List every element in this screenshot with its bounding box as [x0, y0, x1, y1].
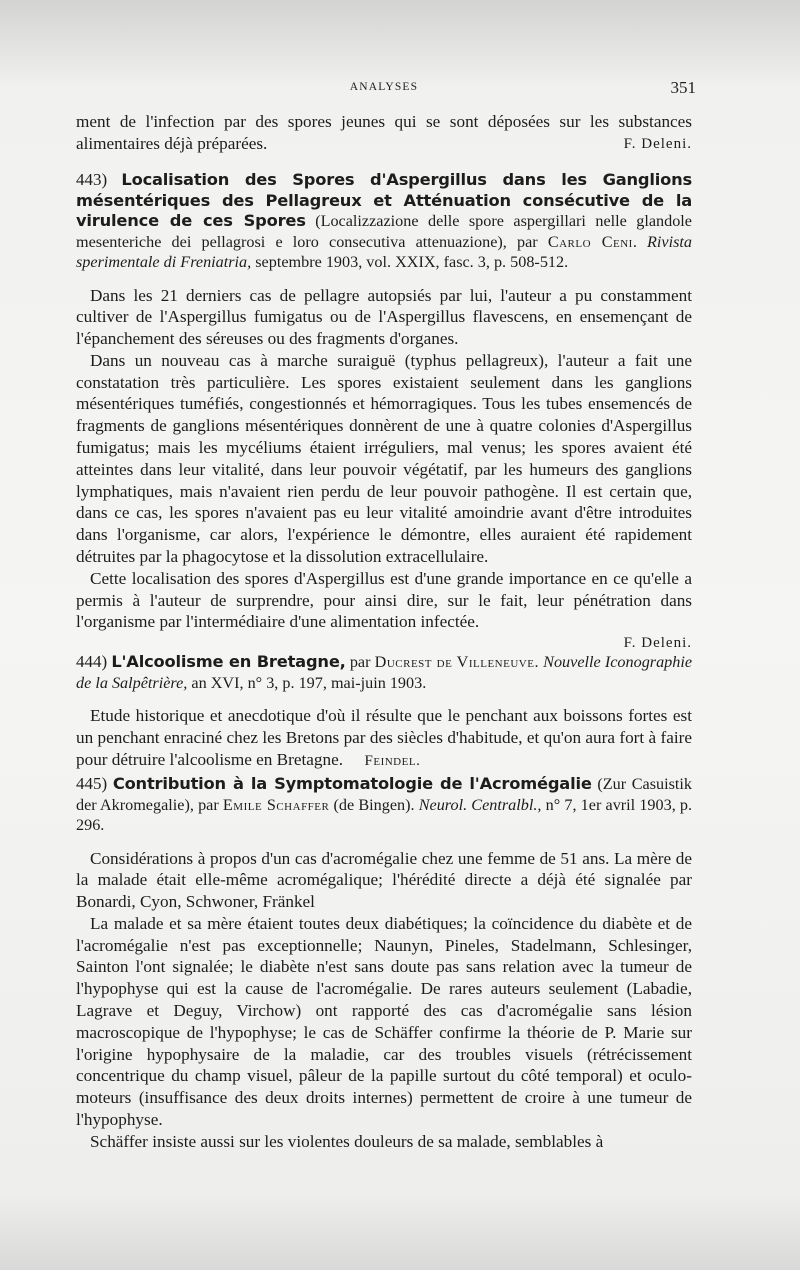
article-443-ref: septembre 1903, vol. XXIX, fasc. 3, p. 508-512. [255, 253, 569, 271]
article-443-author: Carlo Ceni [547, 232, 633, 251]
article-443-original-title: (Localizzazione delle spore aspergillari nelle glandole mesenteriche dei pellagrosi e loro consecutiva attenuazione), [76, 212, 692, 251]
article-443-signature: F. Deleni. [623, 635, 692, 652]
running-head: ANALYSES [349, 81, 419, 93]
article-443 [76, 170, 692, 654]
article-445-journal: Neurol. Centralbl., [418, 795, 542, 814]
article-445-heading [76, 774, 692, 836]
carry-over-signature: F. Deleni. [623, 135, 692, 152]
article-443-paragraph-2: Dans un nouveau cas à marche suraiguë (typhus pellagreux), l'auteur a fait une constatation très particulière. Les spores existaient seulement dans les ganglions mésentériques tuméfiés, congestionnés et hémorragiques. Tous les tubes ensemencés de fragments de ganglions mésentériques donnèrent de une à quatre colonies d'Aspergillus fumigatus; mais les mycéliums étaient irréguliers, mal venus; les spores avaient été atteintes dans leur vitalité, dans leur pouvoir végétatif, par les humeurs des ganglions lymphatiques, mais n'avaient rien perdu de leur pouvoir pathogène. Il est certain que, dans ce cas, les spores n'avaient pas eu leur vitalité amoindrie avant d'être introduites dans l'organisme, car alors, l'expérience le démontre, elles auraient été rapidement détruites par la phagocytose et la dissolution extracellulaire. [76, 350, 692, 567]
article-444-body [76, 705, 692, 772]
article-445-ref: n° 7, 1er avril 1903, p. 296. [76, 795, 693, 834]
article-444-signature: Feindel. [364, 752, 421, 769]
article-444-heading [76, 652, 692, 693]
article-445-original-title: (Zur Casuistik der Akromegalie), [76, 775, 693, 814]
article-445-paragraph-3: Schäffer insiste aussi sur les violentes douleurs de sa malade, semblables à [90, 1131, 604, 1151]
carry-over-text: ment de l'infection par des spores jeunes qui se sont déposées sur les substances alimentaires déjà préparées. [76, 112, 692, 153]
article-443-heading: 443) Localisation des Spores d'Aspergillus dans les Ganglions mésentériques des Pellagreux et Atténuation consécutive de la virulence de ces Spores (Localizzazione delle spore aspergillari nelle glandole mesenteriche dei pellagrosi e loro consecutiva attenuazione), par Carlo Ceni. Rivista sperimentale di Freniatria, septembre 1903, vol. XXIX, fasc. 3, p. 508-512. [76, 170, 693, 271]
article-445-paragraph-2: La malade et sa mère étaient toutes deux diabétiques; la coïncidence du diabète et de l'acromégalie n'est pas exceptionnelle; Naunyn, Pineles, Stadelmann, Schlesinger, Sainton l'ont signalée; le diabète n'est sans doute pas sans relation avec la tumeur de l'hypophyse qui est la cause de l'acromégalie. De rares auteurs seulement (Labadie, Lagrave et Deguy, Virchow) ont rapporté des cas d'acromégalie sans lésion macroscopique de l'hypophyse; le cas de Schäffer confirme la théorie de P. Marie sur l'origine hypophysaire de la maladie, car des troubles visuels (rétrécissement concentrique du champ visuel, pâleur de la papille surtout du côté temporal) et oculo-moteurs (insuffisance des deux droits internes) permettent de croire à une tumeur de l'hypophyse. [76, 913, 692, 1130]
article-445-number: 445) [76, 774, 108, 793]
article-445-paragraph-1: Considérations à propos d'un cas d'acromégalie chez une femme de 51 ans. La mère de la malade était elle-même acromégalique; l'hérédité directe a déjà été signalée par Bonardi, Cyon, Schwoner, Fränkel [76, 848, 692, 912]
article-443-by: par [516, 232, 538, 251]
article-444-body-text: Etude historique et anecdotique d'où il résulte que le penchant aux boissons fortes est un penchant enraciné chez les Bretons par des siècles d'habitude, et qu'on aura fort à faire pour détruire l'alcoolisme en Bretagne. [76, 706, 692, 769]
article-443-title: Localisation des Spores d'Aspergillus dans les Ganglions mésentériques des Pellagreux et Atténuation consécutive de la virulence de ces Spores [76, 170, 693, 230]
article-443-paragraph-3: Cette localisation des spores d'Aspergillus est d'une grande importance en ce qu'elle a permis à l'auteur de surprendre, pour ainsi dire, sur le fait, leur pénétration dans l'organisme par l'intermédiaire d'une alimentation infectée. [76, 568, 692, 632]
article-445 [76, 774, 692, 1153]
article-445-by: par [198, 795, 219, 814]
page-number: 351 [670, 78, 696, 97]
article-444-title: L'Alcoolisme en Bretagne, [111, 652, 346, 671]
article-444-journal: Nouvelle Iconographie de la Salpêtrière, [76, 653, 693, 692]
article-444-ref: an XVI, n° 3, p. 197, mai-juin 1903. [191, 673, 427, 692]
article-444-by: par [349, 653, 371, 671]
article-444-number: 444) [76, 652, 108, 671]
article-444-author: Ducrest de Villeneuve. [374, 653, 539, 671]
carry-over-section [76, 111, 692, 155]
page-header [76, 78, 696, 98]
article-445-author: Emile Schaffer [222, 795, 330, 814]
article-443-journal: Rivista sperimentale di Freniatria, [76, 232, 693, 271]
article-445-author-place: (de Bingen). [333, 795, 415, 814]
article-443-number: 443) [76, 170, 108, 189]
article-443-paragraph-1: Dans les 21 derniers cas de pellagre autopsiés par lui, l'auteur a pu constamment cultiver de l'Aspergillus fumigatus ou de l'Aspergillus flavescens, en ensemençant de l'épanchement des séreuses ou des fragments d'organes. [76, 285, 692, 349]
article-444 [76, 652, 692, 772]
article-445-title: Contribution à la Symptomatologie de l'Acromégalie [112, 774, 592, 793]
